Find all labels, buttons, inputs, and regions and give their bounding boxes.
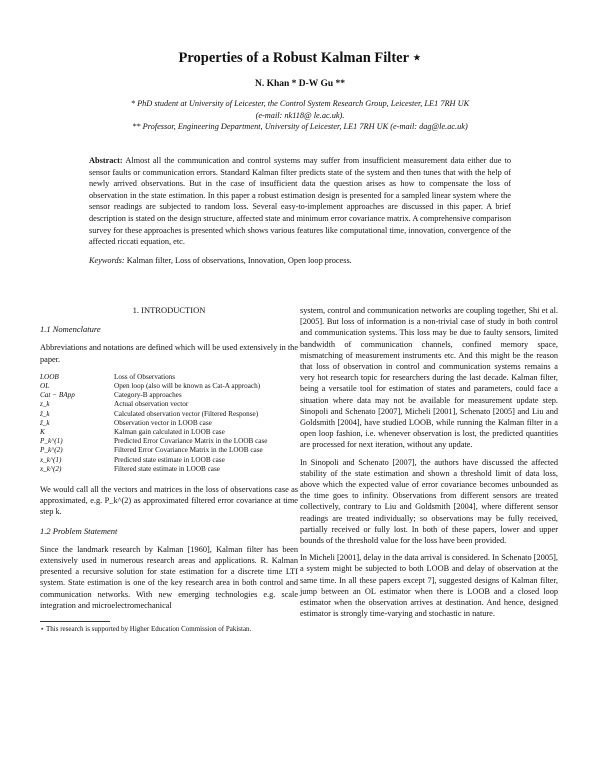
keywords-text: Kalman filter, Loss of observations, Innovation, Open loop process. [126,256,352,265]
nomenclature-symbol: LOOB [40,372,59,381]
nomenclature-desc: Observation vector in LOOB case [114,418,212,427]
nomenclature-desc: Predicted Error Covariance Matrix in the LOOB case [114,437,268,446]
keywords [89,255,511,267]
keywords-label: Keywords: [89,256,125,265]
nomenclature-symbol: K [40,428,45,437]
left-column [40,305,298,634]
nomenclature-row [40,465,298,474]
section-heading-introduction: 1. INTRODUCTION [132,305,206,315]
subsection-heading-nomenclature: 1.1 Nomenclature [40,324,101,335]
paragraph-approximation: We would call all the vectors and matrices in the loss of observations case as approximated, e.g. P_k^(2) as approximated filtered error covariance at time step k. [40,485,298,517]
footnote-divider [40,621,110,622]
nomenclature-symbol: ž_k [40,409,50,418]
nomenclature-desc: Category-B approaches [114,391,182,400]
nomenclature-desc: Open loop (also will be known as Cat-A approach) [114,382,261,391]
nomenclature-desc: Actual observation vector [114,400,189,409]
nomenclature-row [40,456,298,465]
nomenclature-desc: Kalman gain calculated in LOOB case [114,428,225,437]
nomenclature-desc: Filtered Error Covariance Matrix in the LOOB case [114,446,263,455]
abstract-text: Almost all the communication and control systems may suffer from insufficient measurement data either due to sensor faults or communication errors. Standard Kalman filter predicts state of the system and then tunes that with the help of newly arrived observations. But in the case of insufficient data the question arises as how to compensate the loss of observation in the state estimation. In this paper a robust estimation design is presented for a sampled linear system where the sensor readings are subjected to random loss. Several easy-to-implement approaches are discussed in this paper. A brief description is stated on the design structure, affected state and minimum error covariance matrix. A comprehensive comparison survey for these approaches is presented which shows various features like computational time, innovation, convergence of the affected riccati equation, etc. [89,156,511,247]
affiliation-1: * PhD student at University of Leicester, the Control System Research Group, Leicester, LE1 7RH UK (e-mail: nk118@ le.ac.uk). [130,99,470,120]
nomenclature-row [40,437,298,446]
nomenclature-symbol: P_k^(2) [40,446,63,455]
nomenclature-symbol: z_k [40,400,50,409]
nomenclature-desc: Loss of Observations [114,372,176,381]
affiliation-2: ** Professor, Engineering Department, University of Leicester, LE1 7RH UK (e-mail: dag@le.ac.uk) [132,122,468,131]
authors: N. Khan * D-W Gu ** [254,79,346,89]
abstract [89,155,511,248]
nomenclature-list [40,373,298,474]
abstract-label: Abstract: [89,156,123,165]
paragraph-sinopoli-schenato: In Sinopoli and Schenato [2007], the authors have discussed the affected stability of the state estimation and shown a threshold limit of data loss, above which the expected value of error covariance becomes unbounded as the time goes to infinity. Observations from different sensors are treated collectively, contrary to Liu and Goldsmith [2004], where different sensor readings are treated individually; so observations may be fully received, partially received or fully lost. In both of these papers, lower and upper bounds of the threshold value for the loss have been provided. [300,457,558,546]
nomenclature-row [40,410,298,419]
paragraph-micheli: In Micheli [2001], delay in the data arrival is considered. In Schenato [2005], a system might be subjected to both LOOB and delay of observation at the same time. In all these papers except 7], suggested designs of Kalman filter, jump between an OL estimator when there is LOOB and a closed loop estimator when the observation arrives at destination. And hence, designed estimator is strongly time-varying and stochastic in nature. [300,553,558,619]
nomenclature-row [40,400,298,409]
nomenclature-symbol: ẑ_k [40,418,50,427]
nomenclature-desc: Filtered state estimate in LOOB case [114,464,220,473]
nomenclature-desc: Calculated observation vector (Filtered Response) [114,409,259,418]
nomenclature-symbol: x_k^(1) [40,455,62,464]
paragraph-loss-of-information: system, control and communication networks are coupling together, Shi et al. [2005]. But loss of information is a non-trivial case of study in both control and communication systems. This loss may be due to faulty sensors, limited bandwidth of communication channels, confined memory space, mismatching of measurement instruments etc. And this might be the reason that loss of observation in control and communication systems remains a very hot research topic for researchers during the last decade. Kalman filter, being a versatile tool for estimation of states and parameters, could face a situation where data may not be available for measurement update step. Sinopoli and Schenato [2007], Micheli [2001], Schenato [2005] and Liu and Goldsmith [2004], have studied LOOB, while running the Kalman filter in a open loop fashion, i.e. whenever observation is lost, the predicted quantities are processed for next iteration, without any update. [300,306,558,450]
nomenclature-row [40,391,298,400]
nomenclature-symbol: OL [40,382,50,391]
nomenclature-row [40,419,298,428]
nomenclature-row [40,428,298,437]
subsection-heading-problem-statement: 1.2 Problem Statement [40,525,118,536]
nomenclature-symbol: P_k^(1) [40,437,63,446]
footnote: ⋆ This research is supported by Higher Education Commission of Pakistan. [40,625,252,634]
paper-title: Properties of a Robust Kalman Filter ⋆ [178,50,422,66]
nomenclature-row [40,373,298,382]
right-column [300,305,558,625]
nomenclature-intro: Abbreviations and notations are defined which will be used extensively in the paper. [40,343,298,364]
nomenclature-row [40,446,298,455]
nomenclature-symbol: x_k^(2) [40,464,62,473]
nomenclature-desc: Predicted state estimate in LOOB case [114,455,225,464]
paragraph-problem-statement: Since the landmark research by Kalman [1960], Kalman filter has been extensively used in numerous research areas and applications. R. Kalman presented a recursive solution for state estimation for a discrete time LTI system. State estimation is one of the key research area in both control and communication networks. With new emerging technologies e.g. scale integration and microelectromechanical [40,544,298,610]
nomenclature-row [40,382,298,391]
nomenclature-symbol: Cat − BApp [40,391,75,400]
